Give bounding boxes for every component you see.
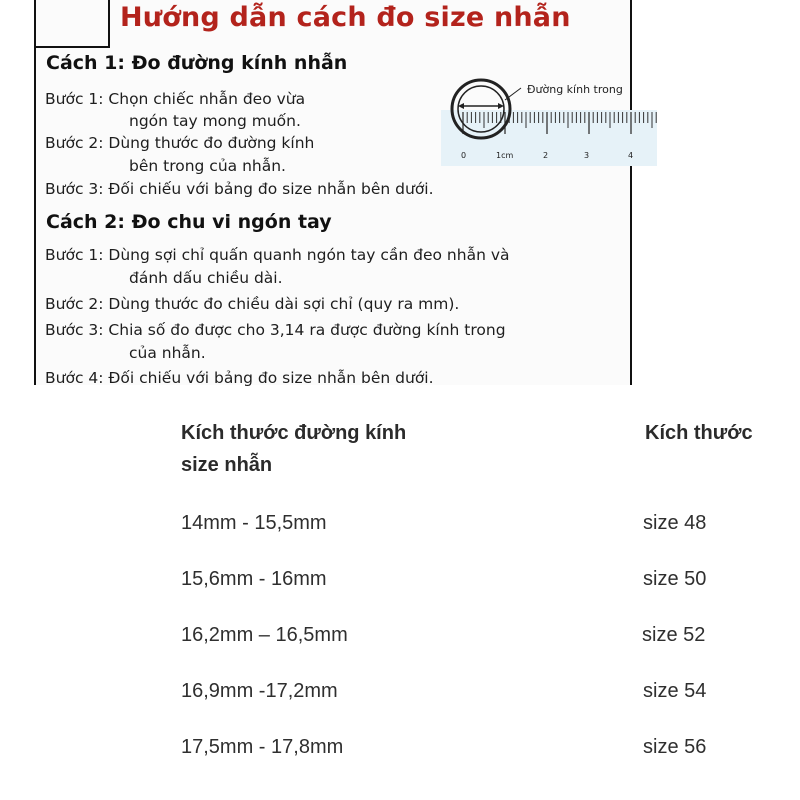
header-size: Kích thước — [645, 422, 753, 444]
step-label: Bước 3: — [45, 321, 104, 339]
method1-step1-cont: ngón tay mong muốn. — [129, 112, 301, 130]
step-label: Bước 2: — [45, 295, 104, 313]
corner-divider — [36, 0, 110, 48]
step-text: Chia số đo được cho 3,14 ra được đường kính trong — [108, 321, 506, 339]
step-text: Dùng thước đo đường kính — [108, 134, 315, 152]
step-label: Bước 4: — [45, 369, 104, 387]
tick-label-2: 2 — [543, 151, 549, 160]
method1-step2 — [45, 136, 314, 152]
method2-step2 — [45, 297, 459, 313]
step-label: Bước 2: — [45, 134, 104, 152]
method1-step3 — [45, 182, 434, 198]
header-diameter — [181, 417, 406, 481]
step-text: Đối chiếu với bảng đo size nhẫn bên dưới. — [108, 369, 434, 387]
row-size: size 56 — [643, 736, 707, 758]
step-text: Chọn chiếc nhẫn đeo vừa — [108, 90, 306, 108]
row-size: size 52 — [642, 624, 706, 646]
row-size: size 50 — [643, 568, 707, 590]
method2-title: Cách 2: Đo chu vi ngón tay — [46, 211, 332, 233]
header-diameter-line2: size nhẫn — [181, 454, 273, 476]
tick-label-0: 0 — [461, 151, 467, 160]
ring-size-guide-panel — [34, 0, 632, 385]
step-text: Đối chiếu với bảng đo size nhẫn bên dưới. — [108, 180, 434, 198]
tick-label-1cm: 1cm — [496, 151, 514, 160]
row-diameter: 16,9mm -17,2mm — [181, 680, 338, 702]
row-diameter: 16,2mm – 16,5mm — [181, 624, 348, 646]
step-text: Dùng thước đo chiều dài sợi chỉ (quy ra mm). — [108, 295, 460, 313]
method1-title: Cách 1: Đo đường kính nhẫn — [46, 52, 348, 74]
tick-label-4: 4 — [628, 151, 634, 160]
method2-step1-cont: đánh dấu chiều dài. — [129, 269, 283, 287]
size-table — [0, 385, 800, 800]
guide-title: Hướng dẫn cách đo size nhẫn — [120, 2, 571, 33]
figure-caption: Đường kính trong — [527, 83, 623, 96]
row-size: size 54 — [643, 680, 707, 702]
tick-label-3: 3 — [584, 151, 590, 160]
method2-step1 — [45, 248, 509, 264]
row-diameter: 14mm - 15,5mm — [181, 512, 327, 534]
ring-ruler-figure — [441, 76, 659, 172]
step-label: Bước 1: — [45, 90, 104, 108]
row-diameter: 15,6mm - 16mm — [181, 568, 327, 590]
step-text: Dùng sợi chỉ quấn quanh ngón tay cần đeo nhẫn và — [108, 246, 510, 264]
method1-step2-cont: bên trong của nhẫn. — [129, 157, 286, 175]
row-size: size 48 — [643, 512, 707, 534]
method2-step3-cont: của nhẫn. — [129, 344, 206, 362]
step-label: Bước 3: — [45, 180, 104, 198]
method2-step3 — [45, 323, 506, 339]
method1-step1 — [45, 92, 305, 108]
step-label: Bước 1: — [45, 246, 104, 264]
row-diameter: 17,5mm - 17,8mm — [181, 736, 344, 758]
header-diameter-line1: Kích thước đường kính — [181, 422, 407, 444]
